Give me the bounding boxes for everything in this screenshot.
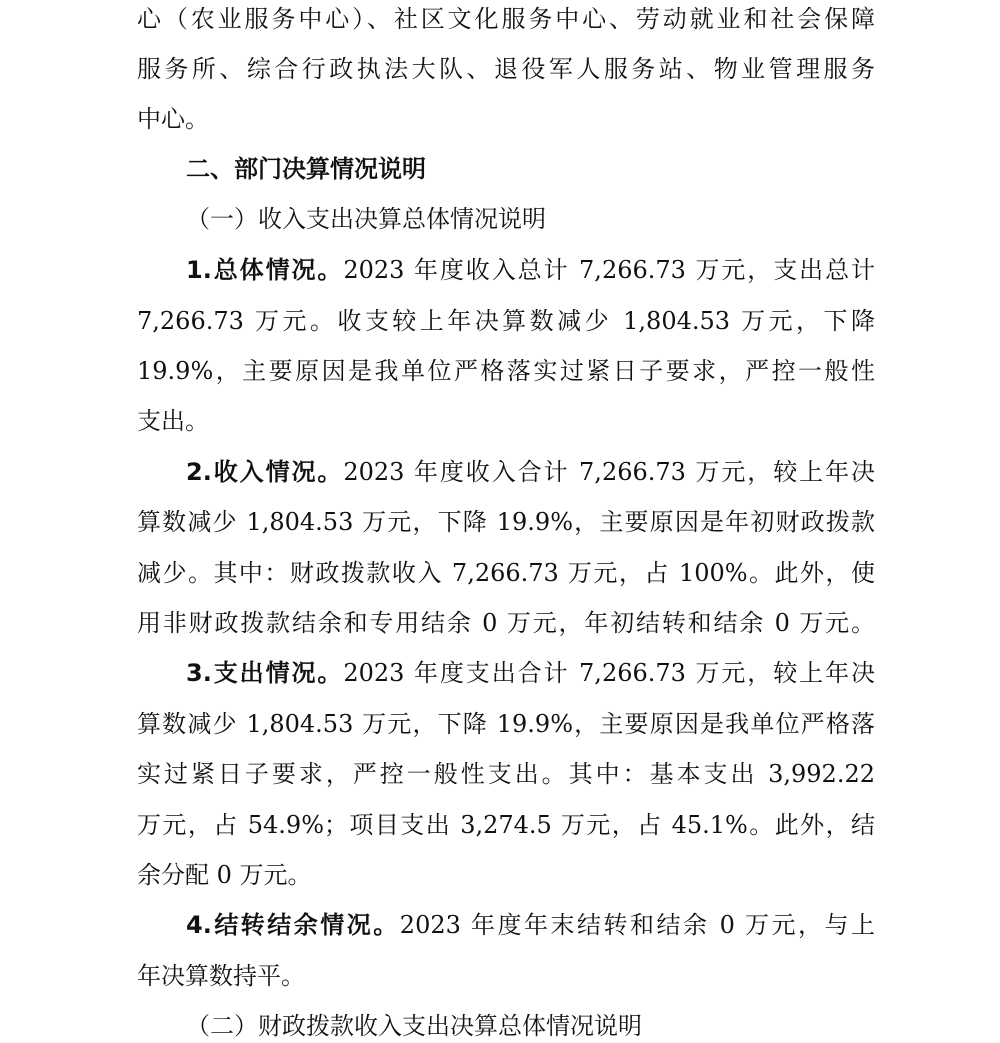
paragraph-carryover-label: 4.结转结余情况。 <box>186 911 400 939</box>
paragraph-income-line-4: 用非财政拨款结余和专用结余 0 万元，年初结转和结余 0 万元。 <box>137 609 875 637</box>
section-heading: 二、部门决算情况说明 <box>186 155 426 183</box>
paragraph-expense-line-2: 算数减少 1,804.53 万元，下降 19.9%，主要原因是我单位严格落 <box>137 710 875 738</box>
paragraph-income-line-3: 减少。其中：财政拨款收入 7,266.73 万元，占 100%。此外，使 <box>137 559 875 587</box>
paragraph-overall-line-1: 1.总体情况。2023 年度收入总计 7,266.73 万元，支出总计 <box>186 256 875 284</box>
paragraph-income-line-2: 算数减少 1,804.53 万元，下降 19.9%，主要原因是年初财政拨款 <box>137 508 875 536</box>
subsection-heading-2: （二）财政拨款收入支出决算总体情况说明 <box>186 1012 642 1040</box>
paragraph-expense-line-4: 万元，占 54.9%；项目支出 3,274.5 万元，占 45.1%。此外，结 <box>137 811 875 839</box>
intro-line-3: 中心。 <box>137 105 209 133</box>
paragraph-overall-line-4: 支出。 <box>137 407 209 435</box>
paragraph-expense-line-5: 余分配 0 万元。 <box>137 861 312 889</box>
paragraph-expense-line-3: 实过紧日子要求，严控一般性支出。其中：基本支出 3,992.22 <box>137 760 875 788</box>
paragraph-overall-line-2: 7,266.73 万元。收支较上年决算数减少 1,804.53 万元，下降 <box>137 307 875 335</box>
intro-line-2: 服务所、综合行政执法大队、退役军人服务站、物业管理服务 <box>137 55 875 83</box>
paragraph-overall-line-3: 19.9%，主要原因是我单位严格落实过紧日子要求，严控一般性 <box>137 357 875 385</box>
paragraph-carryover-line-2: 年决算数持平。 <box>137 962 305 990</box>
paragraph-carryover-line-1: 4.结转结余情况。2023 年度年末结转和结余 0 万元，与上 <box>186 911 875 939</box>
intro-line-1: 心（农业服务中心）、社区文化服务中心、劳动就业和社会保障 <box>137 5 875 33</box>
paragraph-expense-line-1: 3.支出情况。2023 年度支出合计 7,266.73 万元，较上年决 <box>186 659 875 687</box>
paragraph-expense-label: 3.支出情况。 <box>186 659 344 687</box>
paragraph-income-label: 2.收入情况。 <box>186 458 344 486</box>
paragraph-income-line-1: 2.收入情况。2023 年度收入合计 7,266.73 万元，较上年决 <box>186 458 875 486</box>
paragraph-overall-label: 1.总体情况。 <box>186 256 344 284</box>
subsection-heading-1: （一）收入支出决算总体情况说明 <box>186 205 546 233</box>
